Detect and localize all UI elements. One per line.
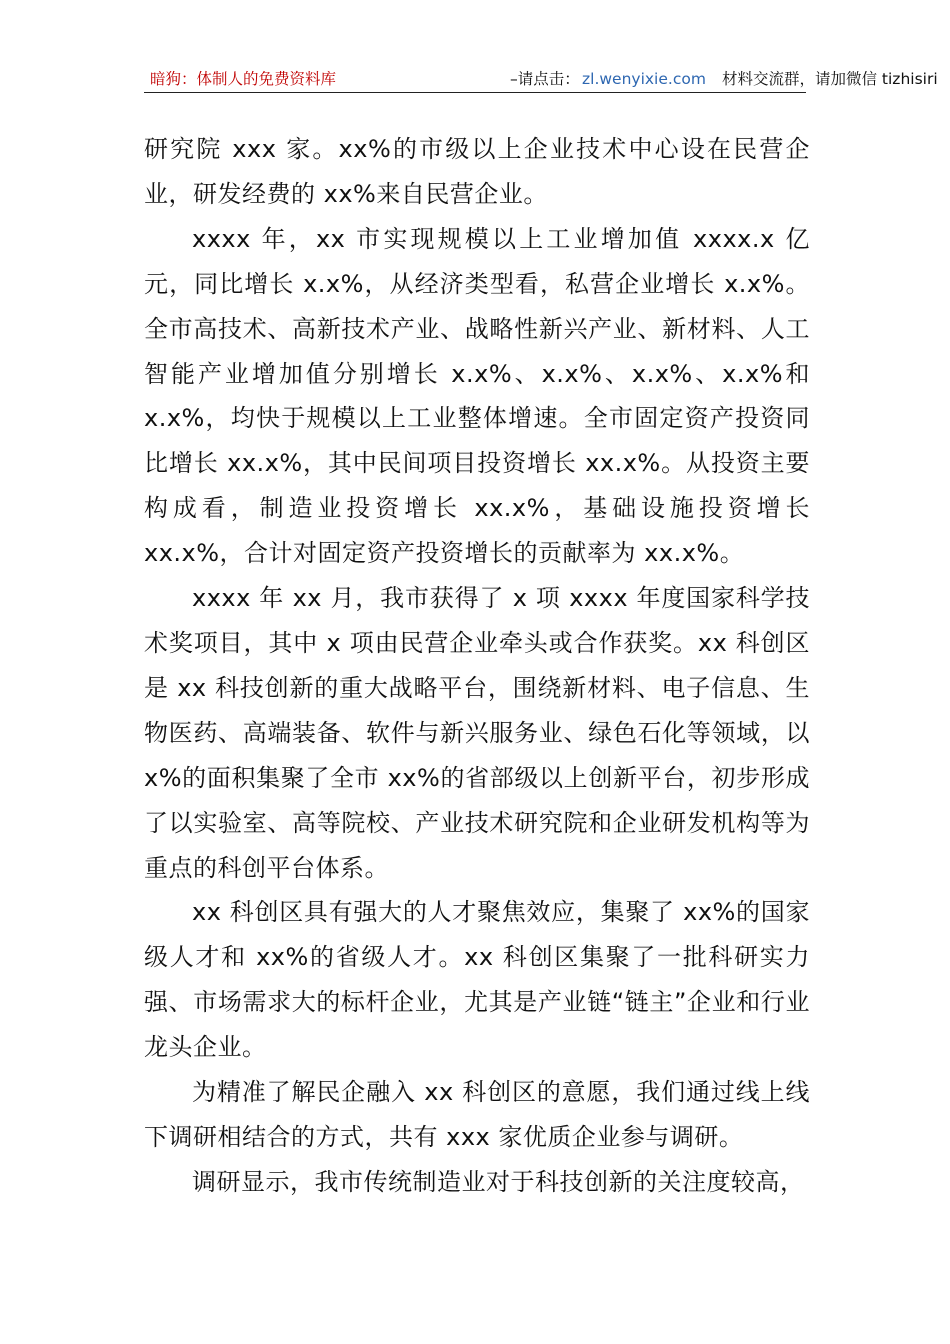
- document-body: [144, 127, 810, 1205]
- paragraph-5: 为精准了解民企融入 xx 科创区的意愿，我们通过线上线下调研相结合的方式，共有 xxx 家优质企业参与调研。: [144, 1078, 810, 1151]
- header-brand: 暗狗：体制人的免费资料库: [150, 70, 337, 88]
- header-prompt: –请点击：: [510, 70, 580, 88]
- paragraph-1: 研究院 xxx 家。xx%的市级以上企业技术中心设在民营企业，研发经费的 xx%来自民营企业。: [144, 135, 810, 208]
- paragraph-6: 调研显示，我市传统制造业对于科技创新的关注度较高，: [192, 1167, 805, 1196]
- header-contact: 材料交流群，请加微信 tizhisiri: [722, 70, 938, 88]
- paragraph-2: xxxx 年，xx 市实现规模以上工业增加值 xxxx.x 亿元，同比增长 x.x%，从经济类型看，私营企业增长 x.x%。全市高技术、高新技术产业、战略性新兴产业、新材料、人工智能产业增加值分别增长 x.x%、x.x%、x.x%、x.x%和 x.x%，均快于规模以上工业整体增速。全市固定资产投资同比增长 xx.x%，其中民间项目投资增长 xx.x%。从投资主要构成看，制造业投资增长 xx.x%，基础设施投资增长 xx.x%，合计对固定资产投资增长的贡献率为 xx.x%。: [144, 224, 810, 568]
- page-header: [144, 66, 938, 93]
- paragraph-3: xxxx 年 xx 月，我市获得了 x 项 xxxx 年度国家科学技术奖项目，其中 x 项由民营企业牵头或合作获奖。xx 科创区是 xx 科技创新的重大战略平台，围绕新材料、电子信息、生物医药、高端装备、软件与新兴服务业、绿色石化等领域，以 x%的面积集聚了全市 xx%的省部级以上创新平台，初步形成了以实验室、高等院校、产业技术研究院和企业研发机构等为重点的科创平台体系。: [144, 584, 810, 882]
- paragraph-4: xx 科创区具有强大的人才聚焦效应，集聚了 xx%的国家级人才和 xx%的省级人才。xx 科创区集聚了一批科研实力强、市场需求大的标杆企业，尤其是产业链“链主”企业和行业龙头企业。: [144, 898, 810, 1062]
- header-link[interactable]: zl.wenyixie.com: [582, 70, 706, 88]
